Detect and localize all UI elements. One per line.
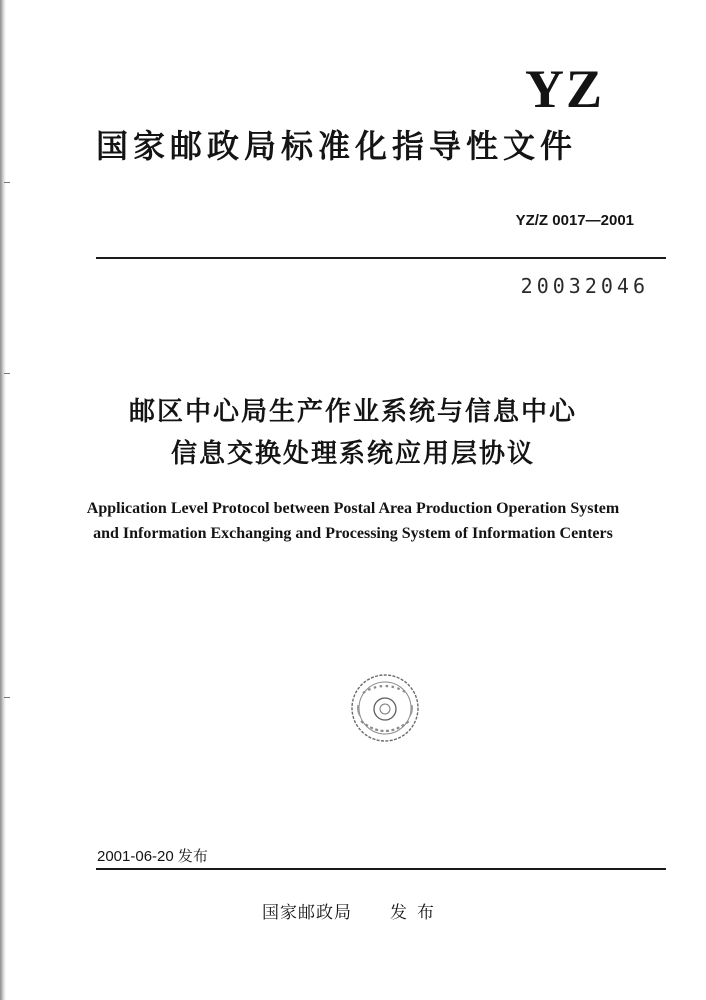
chinese-title-line-2: 信息交换处理系统应用层协议 [170, 438, 535, 469]
issuer-line [0, 905, 706, 922]
footer-divider [96, 868, 666, 870]
chinese-title [0, 392, 706, 475]
english-title-line-1: Application Level Protocol between Postal Area Production Operation System [86, 500, 620, 517]
category-mark: YZ [524, 59, 604, 119]
standard-number: YZ/Z 0017—2001 [515, 212, 634, 229]
document-type-heading: 国家邮政局标准化指导性文件 [96, 127, 578, 165]
archive-stamp-number: 20032046 [520, 274, 649, 298]
issuer-organization: 国家邮政局 [262, 903, 352, 923]
scan-edge-mark [4, 697, 10, 698]
scan-edge-mark [4, 182, 10, 183]
issue-date: 2001-06-20 发布 [97, 848, 208, 865]
library-seal-icon [349, 672, 421, 744]
scan-edge-mark [4, 373, 10, 374]
issuer-action: 发布 [390, 903, 444, 923]
header-divider [96, 257, 666, 259]
english-title [0, 497, 706, 547]
chinese-title-line-1: 邮区中心局生产作业系统与信息中心 [128, 397, 577, 427]
english-title-line-2: and Information Exchanging and Processing System of Information Centers [93, 524, 613, 542]
